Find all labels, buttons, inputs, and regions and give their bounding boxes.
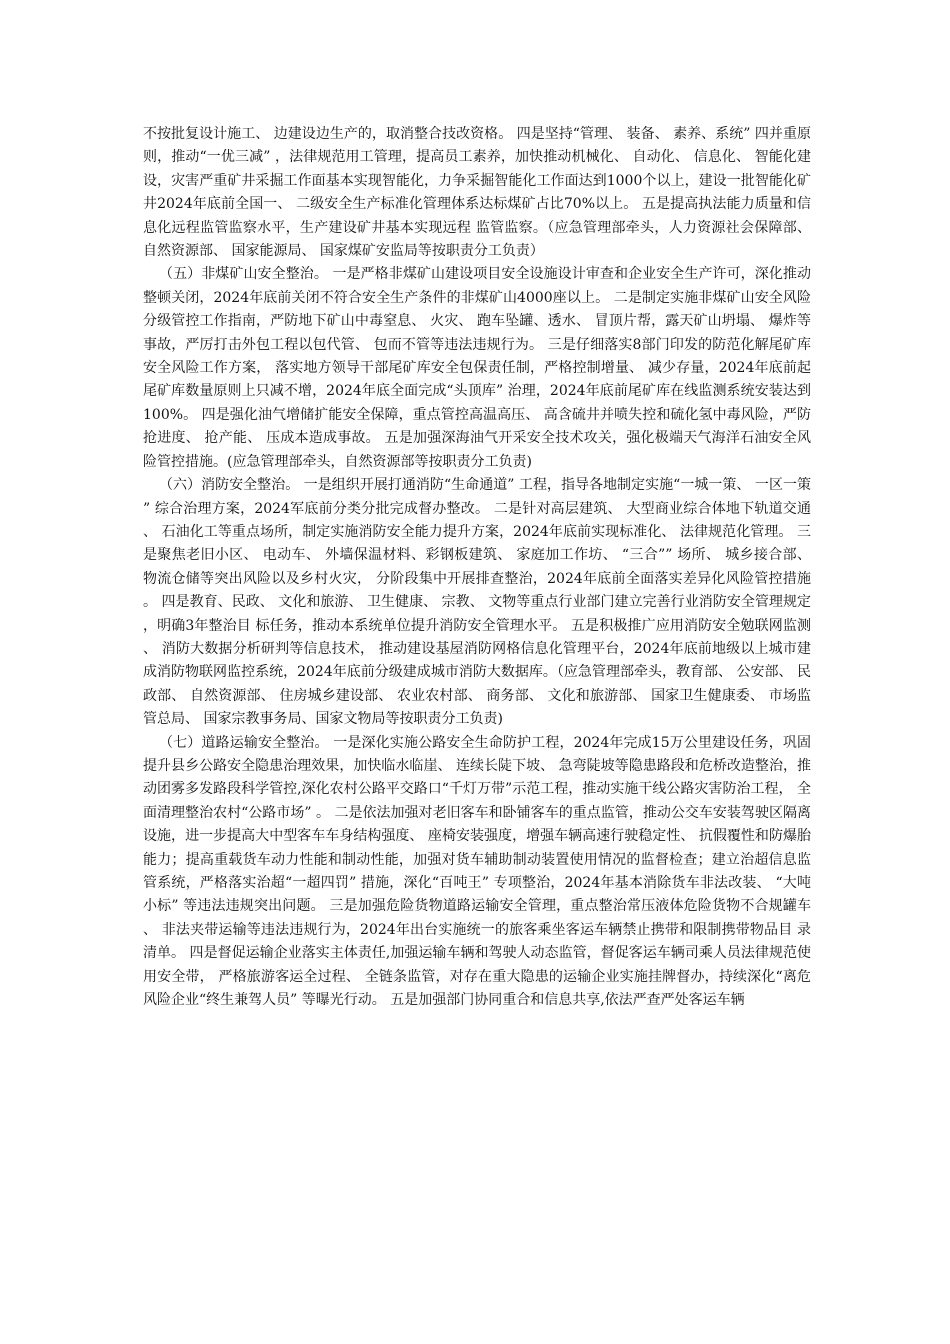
document-page [143,123,811,1012]
paragraph-fire-safety: （六）消防安全整治。 一是组织开展打通消防“生命通道” 工程，指导各地制定实施“一城一策、 一区一策” 综合治理方案，2024军底前分类分批完成督办整改。 二是针对高层建筑、 大型商业综合体地下轨道交通、 石油化工等重点场所，制定实施消防安全能力提升方案，2024年底前实现标准化、 法律规范化管理。 三是聚焦老旧小区、 电动车、 外墙保温材料、彩钢板建筑、 家庭加工作坊、 “三合”” 场所、 城乡接合部、 物流仓储等突出风险以及乡村火灾， 分阶段集中开展排查整治，2024年底前全面落实差异化风险管控措施。 四是教育、民政、 文化和旅游、 卫生健康、 宗教、 文物等重点行业部门建立完善行业消防安全管理规定，明确3年整治目 标任务，推动本系统单位提升消防安全管理水平。 五是积极推广应用消防安全勉联网监测、 消防大数据分析研判等信息技术， 推动建设基屋消防网格信息化管理平台，2024年底前地级以上城市建成消防物联网监控系统，2024年底前分级建成城市消防大数据库。（应急管理部牵头，教育部、 公安部、 民政部、 自然资源部、 住房城乡建设部、 农业农村部、 商务部、 文化和旅游部、 国家卫生健康委、 市场监管总局、 国家宗教事务局、国家文物局等按职责分工负责) [143,477,811,728]
paragraph-non-coal-mine: （五）非煤矿山安全整治。 一是严格非煤矿山建设项目安全设施设计审查和企业安全生产许可，深化推动整顿关闭，2024年底前关闭不符合安全生产条件的非煤矿山4000座以上。 二是制定实施非煤矿山安全风险分级管控工作指南，严防地下矿山中毒窒息、 火灾、 跑车坠罐、透水、 冒顶片帮，露天矿山坍塌、 爆炸等事故，严厉打击外包工程以包代管、 包而不管等违法违规行为。 三是仔细落实8部门印发的防范化解尾矿库安全风险工作方案， 落实地方领导干部尾矿库安全包保责任制，严格控制增量、 减少存量，2024年底前起尾矿库数量原则上只减不增，2024年底全面完成“头顶库” 治理，2024年底前尾矿库在线监测系统安装达到100%。 四是强化油气增储扩能安全保障，重点管控高温高压、 高含硫井并喷失控和硫化氢中毒风险，严防抢进度、 抢产能、 压成本造成事故。 五是加强深海油气开采安全技术攻关，强化极端天气海洋石油安全风险管控措施。(应急管理部牵头，自然资源部等按职责分工负责) [143,266,811,470]
paragraph-coal-mine-continued: 不按批复设计施工、 边建设边生产的，取消整合技改资格。 四是坚持“管理、 装备、 素养、系统” 四并重原则，推动“一优三减” ，法律规范用工管理，提高员工素养，加快推动机械化、 自动化、 信息化、 智能化建设，灾害严重矿井采掘工作面基本实现智能化，力争采掘智能化工作面达到1000个以上，建设一批智能化矿井2024年底前全国一、 二级安全生产标准化管理体系达标煤矿占比70%以上。 五是提高执法能力质量和信息化远程监管监察水平，生产建设矿井基本实现远程 监管监察。（应急管理部牵头，人力资源社会保障部、 自然资源部、 国家能源局、 国家煤矿安监局等按职责分工负责） [143,126,811,260]
paragraph-road-transport: （七）道路运输安全整治。 一是深化实施公路安全生命防护工程，2024年完成15万公里建设任务，巩固提升县乡公路安全隐患治理效果，加快临水临崖、 连续长陡下坡、 急弯陡坡等隐患路段和危桥改造整治，推动团雾多发路段科学管控,深化农村公路平交路口“千灯万带”示范工程，推动实施干线公路灾害防治工程， 全面清理整治农村“公路市场” 。 二是依法加强对老旧客车和卧铺客车的重点监管，推动公交车安装驾驶区隔离设施，进一步提高大中型客车车身结构强度、 座椅安装强度，增强车辆高速行驶稳定性、 抗假覆性和防爆胎能力；提高重载货车动力性能和制动性能，加强对货车辅助制动装置使用情况的监督检查；建立治超信息监管系统，严格落实治超“一超四罚” 措施，深化“百吨王” 专项整治，2024年基本消除货车非法改装、 “大吨小标” 等违法违规突出问题。 三是加强危险货物道路运输安全管理，重点整治常压液体危险货物不合规罐车、 非法夹带运输等违法违规行为，2024年出台实施统一的旅客乘坐客运车辆禁止携带和限制携带物品目 录清单。 四是督促运输企业落实主体责任,加强运输车辆和驾驶人动态监管，督促客运车辆司乘人员法律规范使用安全带， 严格旅游客运全过程、 全链条监管，对存在重大隐患的运输企业实施挂牌督办，持续深化“离危风险企业“终生兼驾人员” 等曝光行动。 五是加强部门协同重合和信息共享,依法严查严处客运车辆 [143,734,811,1009]
